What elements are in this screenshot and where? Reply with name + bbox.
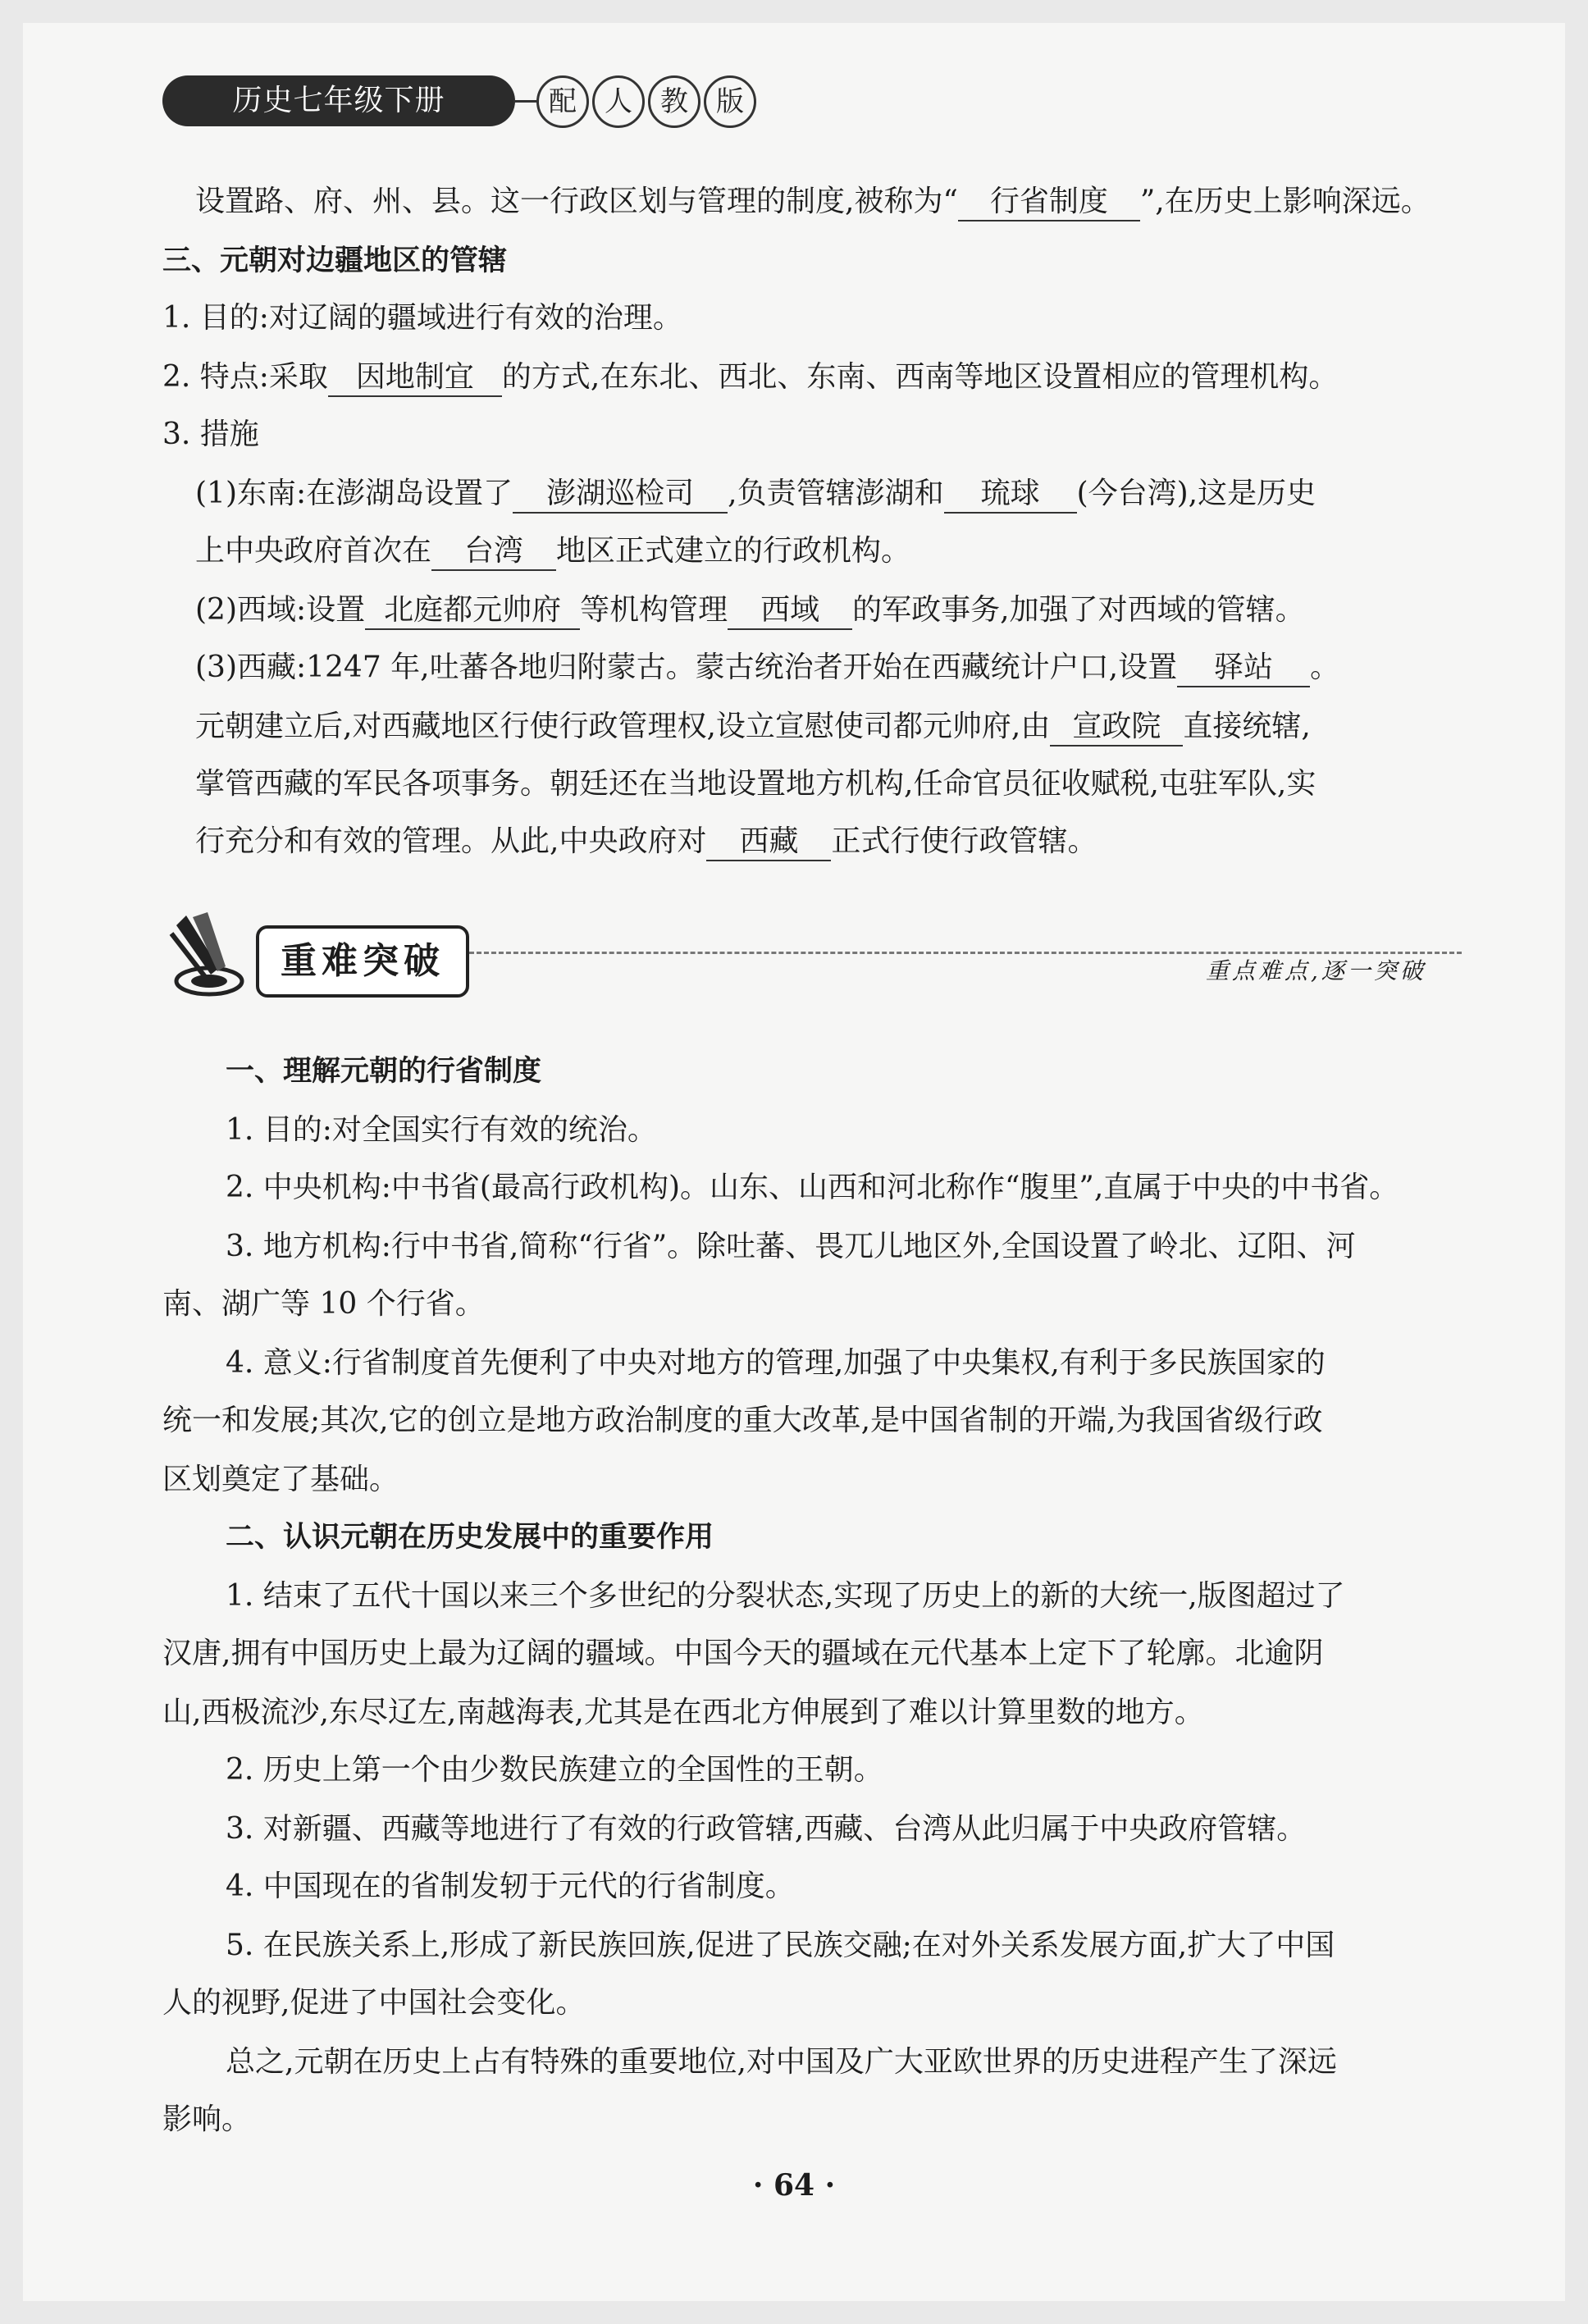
text-line: 2. 中央机构:中书省(最高行政机构)。山东、山西和河北称作“腹里”,直属于中央的中书省。	[226, 1171, 1399, 1204]
text-line: 汉唐,拥有中国历史上最为辽阔的疆域。中国今天的疆域在元代基本上定下了轮廓。北逾阴	[162, 1637, 1324, 1670]
section-subtitle: 重点难点,逐一突破	[1206, 957, 1426, 984]
text-line: 3. 措施	[162, 418, 259, 451]
text-line: 人的视野,促进了中国社会变化。	[162, 1986, 586, 2020]
text-line: 4. 中国现在的省制发轫于元代的行省制度。	[226, 1870, 795, 1903]
text-line: 元朝建立后,对西藏地区行使行政管理权,设立宣慰使司都元帅府,由 宣政院 直接统辖,	[195, 707, 1311, 747]
section-title-box: 重难突破	[256, 925, 469, 998]
text-line: (3)西藏:1247 年,吐蕃各地归附蒙古。蒙古统治者开始在西藏统计户口,设置 驿站 。	[195, 648, 1339, 687]
text-line: 1. 结束了五代十国以来三个多世纪的分裂状态,实现了历史上的新的大统一,版图超过了	[226, 1579, 1345, 1613]
text-line: 3. 对新疆、西藏等地进行了有效的行政管辖,西藏、台湾从此归属于中央政府管辖。	[226, 1812, 1307, 1846]
text-line: 设置路、府、州、县。这一行政区划与管理的制度,被称为“ 行省制度 ”,在历史上影响深远。	[195, 182, 1431, 221]
section-heading: 三、元朝对边疆地区的管辖	[162, 244, 508, 277]
text-line: 4. 意义:行省制度首先便利了中央对地方的管理,加强了中央集权,有利于多民族国家的	[226, 1346, 1326, 1380]
edition-badge: 配	[536, 75, 589, 128]
answer-blank: 因地制宜	[328, 359, 502, 397]
edition-badges	[536, 75, 756, 128]
text-line: 行充分和有效的管理。从此,中央政府对 西藏 正式行使行政管辖。	[195, 822, 1097, 861]
book-title-banner: 历史七年级下册	[162, 75, 515, 126]
text-line: 南、湖广等 10 个行省。	[162, 1287, 485, 1321]
text-line: 2. 历史上第一个由少数民族建立的全国性的王朝。	[226, 1753, 883, 1787]
target-arrow-icon	[168, 909, 250, 999]
text-line: 1. 目的:对辽阔的疆域进行有效的治理。	[162, 301, 682, 335]
section-heading: 一、理解元朝的行省制度	[226, 1055, 542, 1088]
answer-blank: 琉球	[944, 476, 1077, 514]
text-line: (2)西域:设置 北庭都元帅府 等机构管理 西域 的军政事务,加强了对西域的管辖。	[195, 591, 1305, 630]
banner-connector	[513, 100, 536, 103]
text-line: 5. 在民族关系上,形成了新民族回族,促进了民族交融;在对外关系发展方面,扩大了中国	[226, 1929, 1335, 1962]
answer-blank: 澎湖巡检司	[513, 476, 728, 514]
text-line: 区划奠定了基础。	[162, 1463, 399, 1496]
text-line: 上中央政府首次在 台湾 地区正式建立的行政机构。	[195, 532, 910, 571]
text-line: 影响。	[162, 2103, 252, 2136]
text-line: 统一和发展;其次,它的创立是地方政治制度的重大改革,是中国省制的开端,为我国省级行政	[162, 1404, 1323, 1437]
text-line: 2. 特点:采取 因地制宜 的方式,在东北、西北、东南、西南等地区设置相应的管理机构。	[162, 358, 1338, 397]
section-heading: 二、认识元朝在历史发展中的重要作用	[226, 1521, 714, 1554]
text-line: 3. 地方机构:行中书省,简称“行省”。除吐蕃、畏兀儿地区外,全国设置了岭北、辽阳、河	[226, 1230, 1356, 1263]
answer-blank: 台湾	[431, 533, 556, 571]
edition-badge: 教	[648, 75, 700, 128]
edition-badge: 版	[704, 75, 756, 128]
text-line: 山,西极流沙,东尽辽左,南越海表,尤其是在西北方伸展到了难以计算里数的地方。	[162, 1696, 1204, 1729]
answer-blank: 西藏	[706, 824, 831, 861]
text-line: (1)东南:在澎湖岛设置了 澎湖巡检司 ,负责管辖澎湖和 琉球 (今台湾),这是历史	[195, 474, 1316, 514]
answer-blank: 驿站	[1177, 650, 1310, 687]
text-line: 掌管西藏的军民各项事务。朝廷还在当地设置地方机构,任命官员征收赋税,屯驻军队,实	[195, 767, 1316, 801]
answer-blank: 西域	[728, 592, 852, 630]
answer-blank: 行省制度	[958, 184, 1140, 221]
text-line: 1. 目的:对全国实行有效的统治。	[226, 1113, 657, 1147]
answer-blank: 宣政院	[1050, 709, 1183, 747]
edition-badge: 人	[592, 75, 645, 128]
text-line: 总之,元朝在历史上占有特殊的重要地位,对中国及广大亚欧世界的历史进程产生了深远	[226, 2045, 1337, 2079]
answer-blank: 北庭都元帅府	[365, 592, 580, 630]
page-number: · 64 ·	[752, 2168, 836, 2203]
